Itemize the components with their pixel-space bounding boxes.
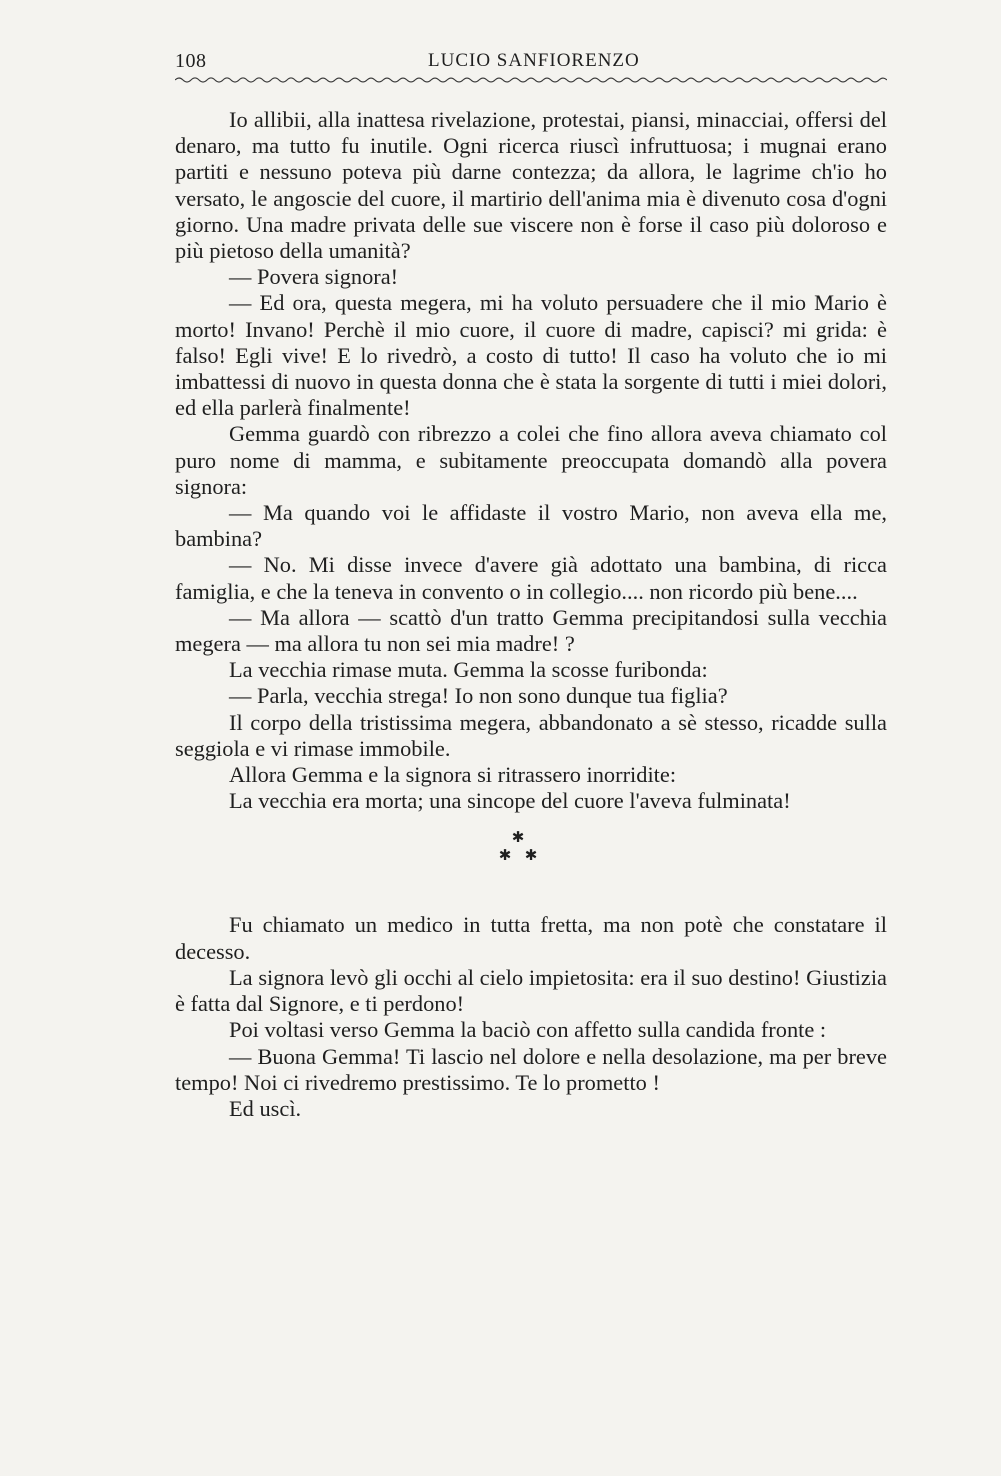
paragraph: Poi voltasi verso Gemma la baciò con affetto sulla candida fronte : bbox=[229, 1017, 827, 1043]
wavy-rule-ornament bbox=[175, 76, 887, 84]
paragraph: La vecchia rimase muta. Gemma la scosse furibonda: bbox=[229, 657, 708, 683]
paragraph: — Ed ora, questa megera, mi ha voluto persuadere che il mio Mario è morto! Invano! Perchè il mio cuore, il cuore di madre, capisci? mi grida: è falso! Egli vive! E lo rivedrò, a costo di tutto! Il caso ha voluto che io mi imbattessi di nuovo in questa donna che è stata la sorgente di tutti i miei dolori, ed ella parlerà finalmente! bbox=[175, 290, 887, 421]
page-header bbox=[175, 50, 887, 90]
paragraph: La signora levò gli occhi al cielo impietosita: era il suo destino! Giustizia è fatta dal Signore, e ti perdono! bbox=[175, 964, 887, 1017]
svg-text:✱: ✱ bbox=[498, 846, 512, 865]
paragraph: — No. Mi disse invece d'avere già adottato una bambina, di ricca famiglia, e che la teneva in convento o in collegio.... non ricordo più bene.... bbox=[175, 552, 887, 604]
svg-text:✱: ✱ bbox=[524, 846, 538, 865]
paragraph: Io allibii, alla inattesa rivelazione, protestai, piansi, minacciai, offersi del denaro, ma tutto fu inutile. Ogni ricerca riuscì infruttuosa; i mugnai erano partiti e nessuno poteva più darne contezza; da allora, le lagrime ch'io ho versato, le angoscie del cuore, il martirio dell'anima mia è divenuto cosa d'ogni giorno. Una madre privata delle sue viscere non è forse il caso più doloroso e più pietoso della umanità? bbox=[175, 107, 887, 264]
paragraph: La vecchia era morta; una sincope del cuore l'aveva fulminata! bbox=[229, 788, 791, 814]
paragraph: Gemma guardò con ribrezzo a colei che fino allora aveva chiamato col puro nome di mamma, e subitamente preoccupata domandò alla povera signora: bbox=[175, 421, 887, 499]
page-body-text bbox=[175, 107, 887, 1122]
paragraph: Ed uscì. bbox=[229, 1095, 302, 1121]
paragraph: — Ma allora — scattò d'un tratto Gemma precipitandosi sulla vecchia megera — ma allora tu non sei mia madre! ? bbox=[175, 604, 887, 657]
page-number: 108 bbox=[175, 50, 207, 72]
paragraph: — Povera signora! bbox=[229, 264, 399, 290]
svg-text:✱: ✱ bbox=[511, 828, 525, 847]
running-title: LUCIO SANFIORENZO bbox=[428, 50, 640, 71]
paragraph: Fu chiamato un medico in tutta fretta, ma non potè che constatare il decesso. bbox=[175, 912, 887, 964]
paragraph: Il corpo della tristissima megera, abbandonato a sè stesso, ricadde sulla seggiola e vi rimase immobile. bbox=[175, 709, 887, 761]
asterism-icon bbox=[493, 828, 543, 868]
section-break bbox=[175, 814, 887, 912]
paragraph: — Parla, vecchia strega! Io non sono dunque tua figlia? bbox=[229, 683, 728, 709]
paragraph: — Buona Gemma! Ti lascio nel dolore e nella desolazione, ma per breve tempo! Noi ci rivedremo prestissimo. Te lo prometto ! bbox=[175, 1043, 887, 1095]
paragraph: — Ma quando voi le affidaste il vostro Mario, non aveva ella me, bambina? bbox=[175, 500, 887, 552]
paragraph: Allora Gemma e la signora si ritrassero inorridite: bbox=[229, 762, 677, 788]
